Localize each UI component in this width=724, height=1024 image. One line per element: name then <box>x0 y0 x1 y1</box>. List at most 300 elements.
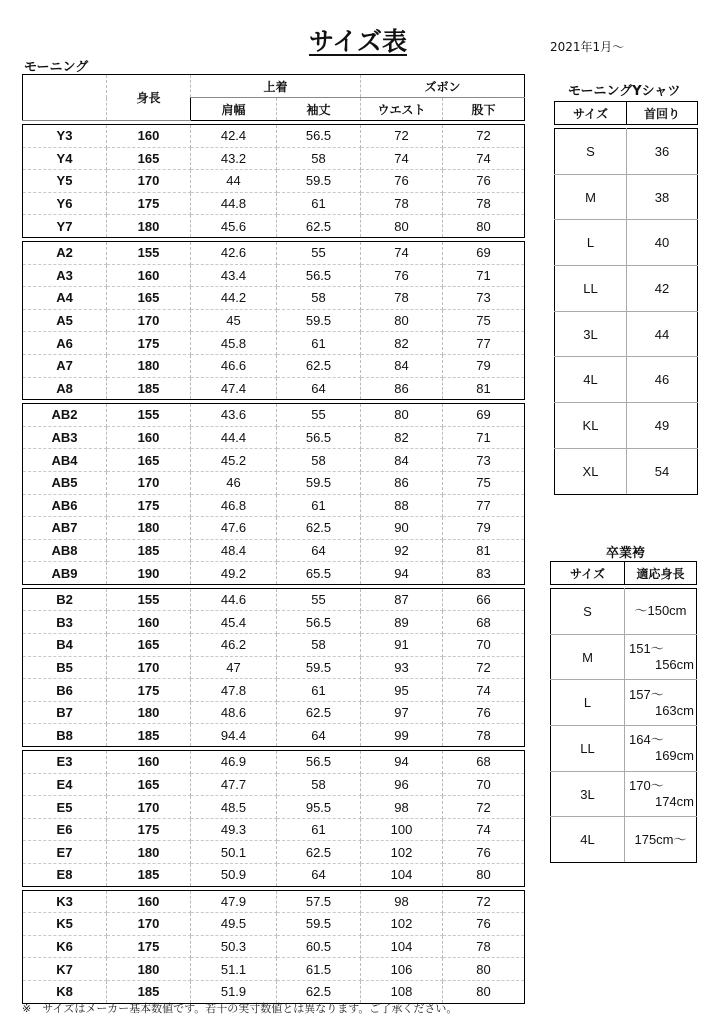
cell-size-code: A8 <box>23 377 107 400</box>
cell-shoulder-width: 50.3 <box>191 935 277 958</box>
cell-sleeve-length: 61 <box>277 494 361 517</box>
cell-height: 165 <box>107 634 191 657</box>
shirt-row <box>555 311 698 357</box>
cell-waist: 78 <box>361 287 443 310</box>
hakama-range-from: 157～ <box>629 686 664 702</box>
cell-height: 165 <box>107 773 191 796</box>
cell-inseam: 71 <box>443 426 525 449</box>
cell-waist: 94 <box>361 562 443 585</box>
cell-height: 155 <box>107 241 191 264</box>
cell-sleeve-length: 61 <box>277 679 361 702</box>
cell-waist: 104 <box>361 864 443 887</box>
cell-sleeve-length: 61 <box>277 192 361 215</box>
table-row <box>23 958 525 981</box>
cell-inseam: 76 <box>443 913 525 936</box>
table-row <box>23 241 525 264</box>
cell-inseam: 77 <box>443 332 525 355</box>
table-row <box>23 377 525 400</box>
cell-size-code: AB8 <box>23 539 107 562</box>
cell-size-code: K3 <box>23 890 107 913</box>
cell-inseam: 78 <box>443 935 525 958</box>
table-row <box>23 404 525 427</box>
cell-shoulder-width: 48.5 <box>191 796 277 819</box>
cell-waist: 99 <box>361 724 443 747</box>
hakama-range-to: 169cm <box>654 748 694 764</box>
cell-sleeve-length: 55 <box>277 241 361 264</box>
cell-waist: 89 <box>361 611 443 634</box>
cell-size-code: A3 <box>23 264 107 287</box>
cell-sleeve-length: 62.5 <box>277 517 361 540</box>
cell-sleeve-length: 61.5 <box>277 958 361 981</box>
shirt-row <box>555 174 698 220</box>
hakama-size: 4L <box>551 817 625 863</box>
hakama-size-table <box>550 561 697 863</box>
header-sleeve: 袖丈 <box>277 98 361 121</box>
cell-height: 160 <box>107 125 191 148</box>
header-waist: ウエスト <box>361 98 443 121</box>
cell-size-code: AB4 <box>23 449 107 472</box>
table-row <box>23 935 525 958</box>
table-row <box>23 215 525 238</box>
cell-sleeve-length: 58 <box>277 147 361 170</box>
cell-sleeve-length: 64 <box>277 864 361 887</box>
cell-shoulder-width: 49.5 <box>191 913 277 936</box>
cell-inseam: 66 <box>443 588 525 611</box>
cell-shoulder-width: 43.4 <box>191 264 277 287</box>
cell-waist: 106 <box>361 958 443 981</box>
cell-waist: 95 <box>361 679 443 702</box>
cell-sleeve-length: 56.5 <box>277 611 361 634</box>
cell-height: 160 <box>107 611 191 634</box>
cell-shoulder-width: 45.2 <box>191 449 277 472</box>
table-row <box>23 192 525 215</box>
cell-size-code: B6 <box>23 679 107 702</box>
cell-shoulder-width: 47.9 <box>191 890 277 913</box>
cell-waist: 100 <box>361 818 443 841</box>
hakama-row <box>551 680 697 726</box>
cell-waist: 84 <box>361 354 443 377</box>
cell-size-code: B7 <box>23 701 107 724</box>
cell-shoulder-width: 44.4 <box>191 426 277 449</box>
table-row <box>23 539 525 562</box>
table-row <box>23 562 525 585</box>
cell-waist: 80 <box>361 309 443 332</box>
table-row <box>23 517 525 540</box>
cell-shoulder-width: 48.6 <box>191 701 277 724</box>
cell-size-code: B2 <box>23 588 107 611</box>
cell-size-code: E5 <box>23 796 107 819</box>
cell-waist: 74 <box>361 241 443 264</box>
cell-sleeve-length: 59.5 <box>277 913 361 936</box>
shirt-size: XL <box>555 448 627 494</box>
shirt-size: LL <box>555 266 627 312</box>
cell-size-code: AB6 <box>23 494 107 517</box>
cell-waist: 108 <box>361 980 443 1003</box>
table-row <box>23 309 525 332</box>
cell-height: 185 <box>107 864 191 887</box>
cell-shoulder-width: 47.7 <box>191 773 277 796</box>
cell-shoulder-width: 44.2 <box>191 287 277 310</box>
hakama-size: L <box>551 680 625 726</box>
shirt-row <box>555 266 698 312</box>
cell-size-code: A5 <box>23 309 107 332</box>
cell-inseam: 75 <box>443 309 525 332</box>
cell-shoulder-width: 47.8 <box>191 679 277 702</box>
cell-height: 165 <box>107 147 191 170</box>
cell-height: 155 <box>107 404 191 427</box>
cell-shoulder-width: 44.8 <box>191 192 277 215</box>
cell-waist: 82 <box>361 426 443 449</box>
cell-waist: 96 <box>361 773 443 796</box>
cell-size-code: K7 <box>23 958 107 981</box>
hakama-header-height: 適応身長 <box>625 562 697 585</box>
cell-sleeve-length: 58 <box>277 773 361 796</box>
cell-height: 185 <box>107 980 191 1003</box>
cell-inseam: 80 <box>443 958 525 981</box>
shirt-neck: 49 <box>627 403 698 449</box>
cell-waist: 97 <box>361 701 443 724</box>
cell-height: 170 <box>107 796 191 819</box>
table-row <box>23 354 525 377</box>
cell-inseam: 76 <box>443 701 525 724</box>
cell-inseam: 74 <box>443 147 525 170</box>
hakama-section-label: 卒業袴 <box>606 546 646 561</box>
hakama-row <box>551 726 697 772</box>
table-row <box>23 890 525 913</box>
header-height: 身長 <box>107 75 191 121</box>
cell-waist: 86 <box>361 377 443 400</box>
page-title: サイズ表 <box>308 27 407 56</box>
cell-sleeve-length: 62.5 <box>277 701 361 724</box>
cell-height: 170 <box>107 656 191 679</box>
cell-waist: 80 <box>361 215 443 238</box>
cell-shoulder-width: 46.6 <box>191 354 277 377</box>
shirt-size-table <box>554 101 698 495</box>
cell-inseam: 70 <box>443 634 525 657</box>
hakama-height-range <box>625 589 697 635</box>
cell-waist: 82 <box>361 332 443 355</box>
hakama-row <box>551 817 697 863</box>
header-jacket: 上着 <box>191 75 361 98</box>
cell-shoulder-width: 46 <box>191 471 277 494</box>
hakama-row <box>551 634 697 680</box>
table-row <box>23 287 525 310</box>
shirt-neck: 40 <box>627 220 698 266</box>
cell-size-code: A2 <box>23 241 107 264</box>
cell-inseam: 69 <box>443 404 525 427</box>
hakama-range-from: 151～ <box>629 641 664 657</box>
cell-size-code: A6 <box>23 332 107 355</box>
cell-size-code: A7 <box>23 354 107 377</box>
shirt-neck: 42 <box>627 266 698 312</box>
hakama-height-range <box>625 680 697 726</box>
cell-waist: 87 <box>361 588 443 611</box>
cell-inseam: 71 <box>443 264 525 287</box>
cell-size-code: Y6 <box>23 192 107 215</box>
table-row <box>23 913 525 936</box>
cell-height: 170 <box>107 913 191 936</box>
cell-shoulder-width: 43.6 <box>191 404 277 427</box>
cell-waist: 80 <box>361 404 443 427</box>
cell-waist: 93 <box>361 656 443 679</box>
cell-shoulder-width: 49.3 <box>191 818 277 841</box>
hakama-size: 3L <box>551 771 625 817</box>
cell-inseam: 79 <box>443 354 525 377</box>
cell-inseam: 72 <box>443 890 525 913</box>
cell-height: 180 <box>107 701 191 724</box>
shirt-row <box>555 220 698 266</box>
cell-inseam: 77 <box>443 494 525 517</box>
table-row <box>23 864 525 887</box>
cell-inseam: 74 <box>443 679 525 702</box>
cell-height: 170 <box>107 309 191 332</box>
cell-inseam: 76 <box>443 841 525 864</box>
hakama-range-to: 174cm <box>654 794 694 810</box>
cell-size-code: B3 <box>23 611 107 634</box>
cell-inseam: 75 <box>443 471 525 494</box>
cell-height: 175 <box>107 332 191 355</box>
hakama-size: M <box>551 634 625 680</box>
cell-waist: 78 <box>361 192 443 215</box>
cell-height: 160 <box>107 890 191 913</box>
shirt-size: 4L <box>555 357 627 403</box>
cell-sleeve-length: 64 <box>277 377 361 400</box>
cell-height: 175 <box>107 494 191 517</box>
cell-size-code: Y7 <box>23 215 107 238</box>
cell-waist: 104 <box>361 935 443 958</box>
cell-shoulder-width: 42.4 <box>191 125 277 148</box>
cell-size-code: E4 <box>23 773 107 796</box>
cell-height: 175 <box>107 192 191 215</box>
cell-waist: 76 <box>361 170 443 193</box>
cell-size-code: K5 <box>23 913 107 936</box>
cell-size-code: AB3 <box>23 426 107 449</box>
table-row <box>23 332 525 355</box>
shirt-size: L <box>555 220 627 266</box>
cell-inseam: 72 <box>443 656 525 679</box>
hakama-range-from: 170～ <box>629 778 664 794</box>
table-row <box>23 773 525 796</box>
cell-shoulder-width: 42.6 <box>191 241 277 264</box>
hakama-header-row <box>551 562 697 585</box>
cell-size-code: E3 <box>23 751 107 774</box>
shirt-section-label: モーニングYシャツ <box>568 84 681 99</box>
cell-size-code: B8 <box>23 724 107 747</box>
table-row <box>23 494 525 517</box>
shirt-size: 3L <box>555 311 627 357</box>
cell-shoulder-width: 46.2 <box>191 634 277 657</box>
table-row <box>23 634 525 657</box>
cell-shoulder-width: 47.6 <box>191 517 277 540</box>
cell-inseam: 78 <box>443 724 525 747</box>
cell-size-code: E7 <box>23 841 107 864</box>
header-shoulder: 肩幅 <box>191 98 277 121</box>
morning-section-label: モーニング <box>24 60 89 75</box>
cell-sleeve-length: 58 <box>277 449 361 472</box>
cell-inseam: 73 <box>443 449 525 472</box>
shirt-size: M <box>555 174 627 220</box>
shirt-row <box>555 448 698 494</box>
cell-size-code: Y4 <box>23 147 107 170</box>
cell-sleeve-length: 62.5 <box>277 215 361 238</box>
cell-inseam: 80 <box>443 864 525 887</box>
cell-inseam: 72 <box>443 125 525 148</box>
cell-inseam: 80 <box>443 980 525 1003</box>
cell-sleeve-length: 62.5 <box>277 354 361 377</box>
table-row <box>23 471 525 494</box>
shirt-size: KL <box>555 403 627 449</box>
cell-sleeve-length: 56.5 <box>277 426 361 449</box>
cell-sleeve-length: 95.5 <box>277 796 361 819</box>
cell-sleeve-length: 64 <box>277 724 361 747</box>
cell-sleeve-length: 59.5 <box>277 309 361 332</box>
cell-shoulder-width: 50.1 <box>191 841 277 864</box>
table-row <box>23 724 525 747</box>
cell-shoulder-width: 44 <box>191 170 277 193</box>
cell-waist: 76 <box>361 264 443 287</box>
cell-inseam: 68 <box>443 751 525 774</box>
cell-height: 175 <box>107 679 191 702</box>
cell-sleeve-length: 58 <box>277 634 361 657</box>
table-row <box>23 701 525 724</box>
shirt-row <box>555 403 698 449</box>
table-row <box>23 611 525 634</box>
cell-shoulder-width: 48.4 <box>191 539 277 562</box>
cell-waist: 90 <box>361 517 443 540</box>
cell-shoulder-width: 49.2 <box>191 562 277 585</box>
shirt-neck: 44 <box>627 311 698 357</box>
cell-shoulder-width: 51.1 <box>191 958 277 981</box>
cell-inseam: 79 <box>443 517 525 540</box>
cell-sleeve-length: 61 <box>277 818 361 841</box>
table-row <box>23 426 525 449</box>
cell-height: 170 <box>107 471 191 494</box>
cell-shoulder-width: 45.6 <box>191 215 277 238</box>
cell-shoulder-width: 46.8 <box>191 494 277 517</box>
cell-inseam: 70 <box>443 773 525 796</box>
cell-sleeve-length: 65.5 <box>277 562 361 585</box>
cell-shoulder-width: 46.9 <box>191 751 277 774</box>
header-size-blank <box>23 75 107 121</box>
cell-shoulder-width: 47 <box>191 656 277 679</box>
table-header-row <box>23 75 525 98</box>
hakama-row <box>551 589 697 635</box>
cell-waist: 86 <box>361 471 443 494</box>
cell-size-code: B4 <box>23 634 107 657</box>
cell-inseam: 80 <box>443 215 525 238</box>
cell-size-code: K8 <box>23 980 107 1003</box>
cell-inseam: 68 <box>443 611 525 634</box>
table-row <box>23 588 525 611</box>
shirt-neck: 38 <box>627 174 698 220</box>
shirt-header-neck: 首回り <box>627 102 698 125</box>
cell-sleeve-length: 59.5 <box>277 170 361 193</box>
cell-sleeve-length: 64 <box>277 539 361 562</box>
table-row <box>23 264 525 287</box>
shirt-neck: 36 <box>627 129 698 175</box>
shirt-neck: 46 <box>627 357 698 403</box>
hakama-row <box>551 771 697 817</box>
cell-height: 180 <box>107 354 191 377</box>
cell-sleeve-length: 56.5 <box>277 751 361 774</box>
cell-shoulder-width: 94.4 <box>191 724 277 747</box>
cell-size-code: A4 <box>23 287 107 310</box>
effective-date: 2021年1月～ <box>550 40 625 54</box>
hakama-height-range <box>625 817 697 863</box>
cell-sleeve-length: 56.5 <box>277 264 361 287</box>
table-row <box>23 170 525 193</box>
cell-height: 185 <box>107 539 191 562</box>
cell-inseam: 73 <box>443 287 525 310</box>
table-row <box>23 679 525 702</box>
cell-height: 165 <box>107 287 191 310</box>
cell-shoulder-width: 51.9 <box>191 980 277 1003</box>
cell-height: 175 <box>107 935 191 958</box>
cell-inseam: 76 <box>443 170 525 193</box>
cell-waist: 91 <box>361 634 443 657</box>
cell-waist: 72 <box>361 125 443 148</box>
hakama-range-from: 164～ <box>629 732 664 748</box>
cell-height: 180 <box>107 215 191 238</box>
cell-sleeve-length: 60.5 <box>277 935 361 958</box>
cell-size-code: E8 <box>23 864 107 887</box>
cell-inseam: 72 <box>443 796 525 819</box>
hakama-size: S <box>551 589 625 635</box>
shirt-size: S <box>555 129 627 175</box>
table-row <box>23 656 525 679</box>
cell-size-code: AB2 <box>23 404 107 427</box>
cell-waist: 88 <box>361 494 443 517</box>
cell-sleeve-length: 59.5 <box>277 656 361 679</box>
cell-height: 180 <box>107 841 191 864</box>
table-row <box>23 147 525 170</box>
table-row <box>23 125 525 148</box>
cell-waist: 102 <box>361 841 443 864</box>
cell-size-code: K6 <box>23 935 107 958</box>
cell-waist: 84 <box>361 449 443 472</box>
cell-height: 185 <box>107 377 191 400</box>
cell-sleeve-length: 62.5 <box>277 980 361 1003</box>
morning-size-table <box>22 74 525 1004</box>
cell-sleeve-length: 58 <box>277 287 361 310</box>
hakama-height-range <box>625 634 697 680</box>
cell-sleeve-length: 55 <box>277 404 361 427</box>
table-row <box>23 449 525 472</box>
footnote: ※ サイズはメーカー基本数値です。若干の実寸数値とは異なります。ご了承ください。 <box>22 1002 458 1015</box>
cell-size-code: AB9 <box>23 562 107 585</box>
shirt-neck: 54 <box>627 448 698 494</box>
cell-shoulder-width: 44.6 <box>191 588 277 611</box>
cell-size-code: Y5 <box>23 170 107 193</box>
cell-sleeve-length: 61 <box>277 332 361 355</box>
cell-height: 190 <box>107 562 191 585</box>
hakama-height-range <box>625 726 697 772</box>
table-row <box>23 796 525 819</box>
shirt-row <box>555 129 698 175</box>
cell-size-code: AB5 <box>23 471 107 494</box>
shirt-header-size: サイズ <box>555 102 627 125</box>
cell-sleeve-length: 55 <box>277 588 361 611</box>
cell-height: 155 <box>107 588 191 611</box>
cell-shoulder-width: 43.2 <box>191 147 277 170</box>
cell-height: 160 <box>107 426 191 449</box>
cell-waist: 92 <box>361 539 443 562</box>
shirt-header-row <box>555 102 698 125</box>
cell-waist: 98 <box>361 890 443 913</box>
cell-inseam: 81 <box>443 539 525 562</box>
cell-height: 160 <box>107 264 191 287</box>
cell-height: 170 <box>107 170 191 193</box>
